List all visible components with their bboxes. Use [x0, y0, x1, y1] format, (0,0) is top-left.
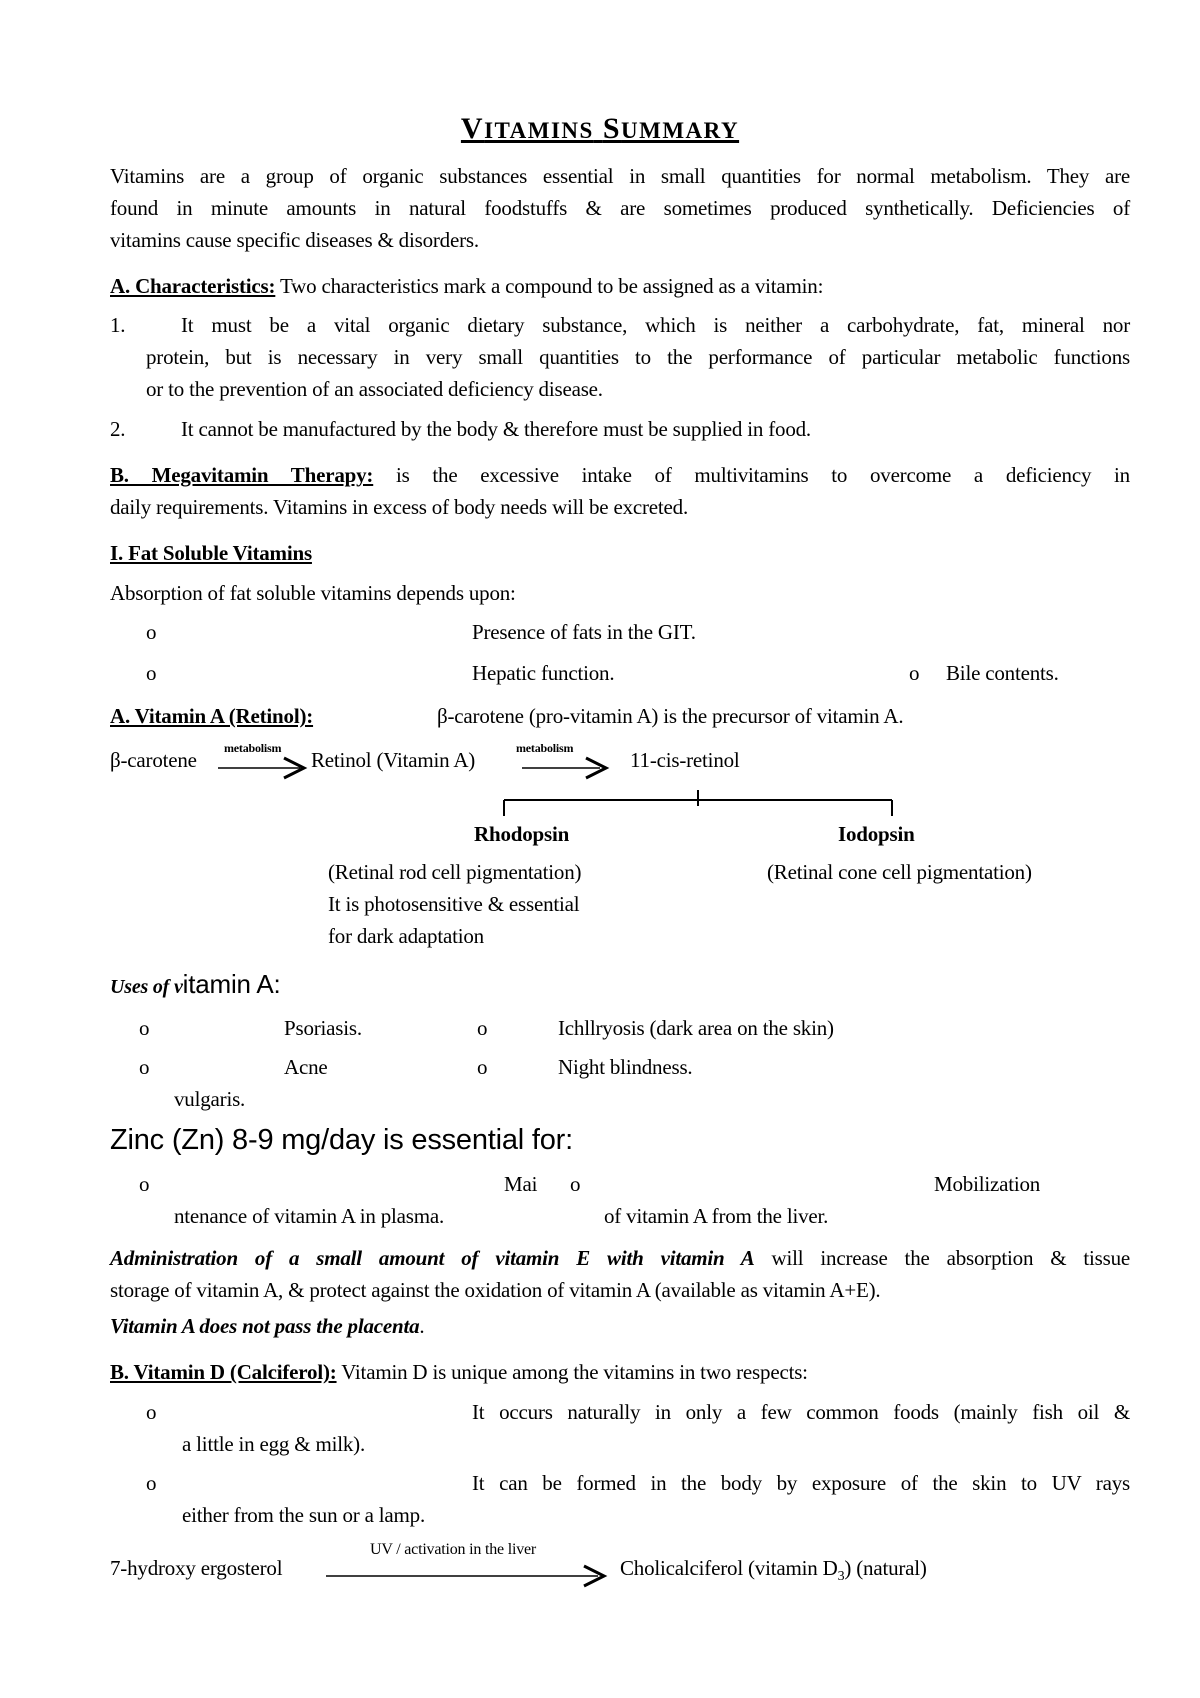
characteristic-item-1: It must be a vital organic dietary substance, which is neither a carbohydrate, fat, mineral nor [181, 313, 1130, 337]
arrow-label: metabolism [516, 741, 574, 755]
use-item: Night blindness. [558, 1055, 693, 1079]
bullet-icon: o [139, 1172, 150, 1196]
intro-line: found in minute amounts in natural foodstuffs & are sometimes produced synthetically. Deficiencies of [110, 196, 1130, 220]
bullet-icon: o [570, 1172, 581, 1196]
pathway-cis-retinol: 11-cis-retinol [630, 748, 740, 772]
zinc-item: of vitamin A from the liver. [604, 1204, 829, 1228]
page-title: VITAMINS SUMMARY [460, 112, 740, 145]
use-item: Acne [284, 1055, 328, 1079]
vitamin-d-paragraph: B. Vitamin D (Calciferol): Vitamin D is unique among the vitamins in two respects: [110, 1360, 808, 1384]
list-number: 2. [110, 417, 126, 441]
zinc-item: ntenance of vitamin A in plasma. [174, 1204, 445, 1228]
characteristic-item-1: protein, but is necessary in very small quantities to the performance of particular metabolic functions [146, 345, 1130, 369]
intro-line: vitamins cause specific diseases & disorders. [110, 228, 479, 252]
bullet-icon: o [909, 661, 920, 685]
use-item: Psoriasis. [284, 1016, 362, 1040]
vitamin-d-item: It can be formed in the body by exposure of the skin to UV rays [472, 1471, 1130, 1495]
iodopsin-desc: (Retinal cone cell pigmentation) [767, 860, 1032, 884]
list-number: 1. [110, 313, 126, 337]
vitamin-a-desc: β-carotene (pro-vitamin A) is the precursor of vitamin A. [437, 704, 904, 728]
bullet-icon: o [477, 1016, 488, 1040]
absorption-item: Hepatic function. [472, 661, 615, 685]
absorption-item: Bile contents. [946, 661, 1059, 685]
arrow-label: UV / activation in the liver [370, 1541, 537, 1558]
megavitamin-line: daily requirements. Vitamins in excess of body needs will be excreted. [110, 495, 689, 519]
vitamin-d-heading: B. Vitamin D (Calciferol): [110, 1360, 337, 1384]
use-item: vulgaris. [174, 1087, 246, 1111]
administration-line: storage of vitamin A, & protect against the oxidation of vitamin A (available as vitamin A+E). [110, 1278, 881, 1302]
administration-paragraph: Administration of a small amount of vitamin E with vitamin A will increase the absorption & tissue [110, 1246, 1130, 1270]
arrow-label: metabolism [224, 741, 282, 755]
placenta-note: Vitamin A does not pass the placenta. [110, 1314, 425, 1338]
bullet-icon: o [146, 620, 157, 644]
bullet-icon: o [477, 1055, 488, 1079]
use-item: Ichllryosis (dark area on the skin) [558, 1016, 834, 1040]
bullet-icon: o [146, 661, 157, 685]
uses-heading: Uses of vitamin A: [110, 969, 281, 999]
characteristics-lead: Two characteristics mark a compound to be assigned as a vitamin: [279, 274, 824, 298]
intro-line: Vitamins are a group of organic substances essential in small quantities for normal metabolism. They are [110, 164, 1130, 188]
bullet-icon: o [139, 1016, 150, 1040]
vitamin-d-item: a little in egg & milk). [182, 1432, 366, 1456]
pathway-cholecalciferol: Cholicalciferol (vitamin $D_3$) (natural) [620, 1556, 927, 1585]
iodopsin-label: Iodopsin [838, 822, 915, 846]
absorption-item: Presence of fats in the GIT. [472, 620, 696, 644]
characteristic-item-2: It cannot be manufactured by the body & therefore must be supplied in food. [181, 417, 811, 441]
fat-soluble-lead: Absorption of fat soluble vitamins depends upon: [110, 581, 516, 605]
bullet-icon: o [146, 1471, 157, 1495]
zinc-heading: Zinc (Zn) 8-9 mg/day is essential for: [110, 1124, 573, 1156]
megavitamin-paragraph: B. Megavitamin Therapy: is the excessive intake of multivitamins to overcome a deficiency in [110, 463, 1130, 487]
pathway-beta-carotene: β-carotene [110, 748, 197, 772]
megavitamin-heading: B. Megavitamin Therapy: [110, 463, 374, 487]
bullet-icon: o [146, 1400, 157, 1424]
pathway-ergosterol: 7-hydroxy ergosterol [110, 1556, 283, 1580]
vitamin-a-heading: A. Vitamin A (Retinol): [110, 704, 314, 728]
vitamin-d-item: It occurs naturally in only a few common foods (mainly fish oil & [472, 1400, 1130, 1424]
bullet-icon: o [139, 1055, 150, 1079]
zinc-item: Mobilization [934, 1172, 1041, 1196]
rhodopsin-desc: It is photosensitive & essential [328, 892, 580, 916]
characteristic-item-1: or to the prevention of an associated deficiency disease. [146, 377, 603, 401]
pathway-retinol: Retinol (Vitamin A) [311, 748, 476, 772]
characteristics-heading: A. Characteristics: [110, 274, 276, 298]
rhodopsin-desc: for dark adaptation [328, 924, 484, 948]
vitamin-d-item: either from the sun or a lamp. [182, 1503, 426, 1527]
fat-soluble-heading: I. Fat Soluble Vitamins [110, 541, 312, 565]
rhodopsin-desc: (Retinal rod cell pigmentation) [328, 860, 582, 884]
zinc-item: Mai [504, 1172, 538, 1196]
rhodopsin-label: Rhodopsin [474, 822, 570, 846]
